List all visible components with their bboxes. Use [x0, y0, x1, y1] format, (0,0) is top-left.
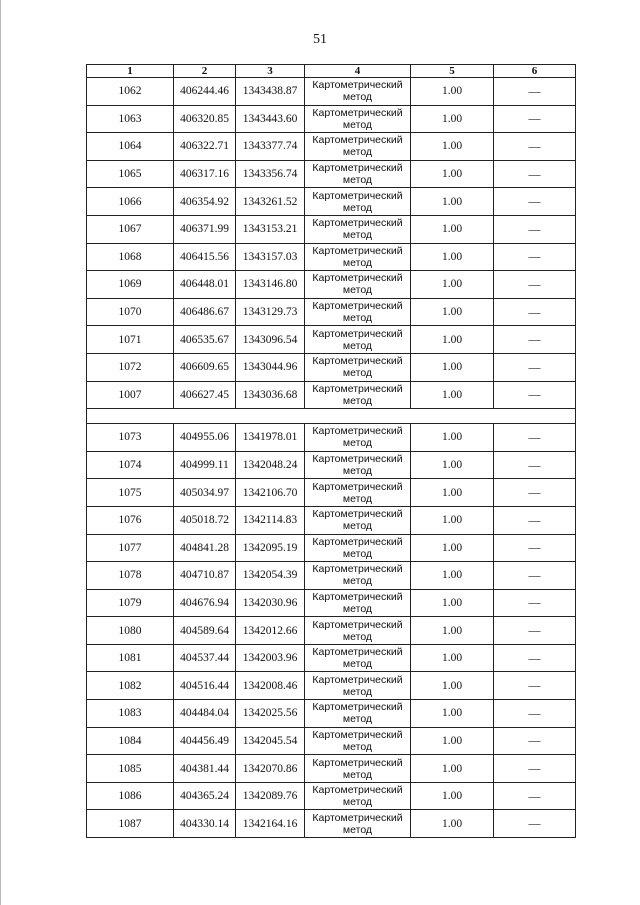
point-number-cell: 1062 [87, 78, 174, 106]
note-cell: — [494, 188, 576, 216]
table-row [87, 78, 576, 106]
accuracy-cell: 1.00 [411, 326, 494, 354]
method-cell: Картометрический метод [305, 644, 411, 672]
x-coordinate-cell: 404710.87 [174, 562, 236, 590]
y-coordinate-cell: 1342048.24 [236, 451, 305, 479]
note-cell: — [494, 782, 576, 810]
y-coordinate-cell: 1342008.46 [236, 672, 305, 700]
note-cell: — [494, 700, 576, 728]
accuracy-cell: 1.00 [411, 160, 494, 188]
y-coordinate-cell: 1343146.80 [236, 271, 305, 299]
y-coordinate-cell: 1343153.21 [236, 215, 305, 243]
point-number-cell: 1067 [87, 215, 174, 243]
method-cell: Картометрический метод [305, 133, 411, 161]
method-cell: Картометрический метод [305, 617, 411, 645]
method-cell: Картометрический метод [305, 105, 411, 133]
method-cell: Картометрический метод [305, 700, 411, 728]
page-number: 51 [313, 32, 327, 47]
accuracy-cell: 1.00 [411, 810, 494, 838]
table-row [87, 188, 576, 216]
method-cell: Картометрический метод [305, 727, 411, 755]
x-coordinate-cell: 404999.11 [174, 451, 236, 479]
point-number-cell: 1063 [87, 105, 174, 133]
table-row [87, 782, 576, 810]
method-cell: Картометрический метод [305, 755, 411, 783]
y-coordinate-cell: 1343438.87 [236, 78, 305, 106]
accuracy-cell: 1.00 [411, 188, 494, 216]
note-cell: — [494, 644, 576, 672]
y-coordinate-cell: 1342025.56 [236, 700, 305, 728]
point-number-cell: 1066 [87, 188, 174, 216]
x-coordinate-cell: 404484.04 [174, 700, 236, 728]
col-header: 3 [236, 65, 305, 78]
point-number-cell: 1080 [87, 617, 174, 645]
accuracy-cell: 1.00 [411, 534, 494, 562]
accuracy-cell: 1.00 [411, 105, 494, 133]
point-number-cell: 1068 [87, 243, 174, 271]
y-coordinate-cell: 1342054.39 [236, 562, 305, 590]
point-number-cell: 1078 [87, 562, 174, 590]
note-cell: — [494, 215, 576, 243]
x-coordinate-cell: 406609.65 [174, 353, 236, 381]
x-coordinate-cell: 406415.56 [174, 243, 236, 271]
table-body [87, 78, 576, 838]
table-row [87, 810, 576, 838]
note-cell: — [494, 105, 576, 133]
point-number-cell: 1072 [87, 353, 174, 381]
table-row [87, 243, 576, 271]
point-number-cell: 1065 [87, 160, 174, 188]
point-number-cell: 1064 [87, 133, 174, 161]
x-coordinate-cell: 406354.92 [174, 188, 236, 216]
point-number-cell: 1077 [87, 534, 174, 562]
note-cell: — [494, 506, 576, 534]
x-coordinate-cell: 406320.85 [174, 105, 236, 133]
y-coordinate-cell: 1342003.96 [236, 644, 305, 672]
x-coordinate-cell: 406371.99 [174, 215, 236, 243]
method-cell: Картометрический метод [305, 243, 411, 271]
x-coordinate-cell: 406448.01 [174, 271, 236, 299]
table-row [87, 755, 576, 783]
table-row [87, 451, 576, 479]
x-coordinate-cell: 406535.67 [174, 326, 236, 354]
note-cell: — [494, 534, 576, 562]
table-row [87, 589, 576, 617]
col-header: 1 [87, 65, 174, 78]
x-coordinate-cell: 405034.97 [174, 479, 236, 507]
note-cell: — [494, 589, 576, 617]
table-row [87, 424, 576, 452]
x-coordinate-cell: 404955.06 [174, 424, 236, 452]
accuracy-cell: 1.00 [411, 782, 494, 810]
table-spacer-row [87, 409, 576, 424]
point-number-cell: 1070 [87, 298, 174, 326]
y-coordinate-cell: 1342164.16 [236, 810, 305, 838]
accuracy-cell: 1.00 [411, 562, 494, 590]
method-cell: Картометрический метод [305, 188, 411, 216]
table-header-row [87, 65, 576, 78]
y-coordinate-cell: 1341978.01 [236, 424, 305, 452]
note-cell: — [494, 562, 576, 590]
method-cell: Картометрический метод [305, 78, 411, 106]
table-row [87, 326, 576, 354]
method-cell: Картометрический метод [305, 353, 411, 381]
table-row [87, 506, 576, 534]
y-coordinate-cell: 1343096.54 [236, 326, 305, 354]
method-cell: Картометрический метод [305, 782, 411, 810]
method-cell: Картометрический метод [305, 810, 411, 838]
y-coordinate-cell: 1343044.96 [236, 353, 305, 381]
point-number-cell: 1069 [87, 271, 174, 299]
x-coordinate-cell: 406317.16 [174, 160, 236, 188]
y-coordinate-cell: 1343129.73 [236, 298, 305, 326]
method-cell: Картометрический метод [305, 215, 411, 243]
y-coordinate-cell: 1343157.03 [236, 243, 305, 271]
y-coordinate-cell: 1342012.66 [236, 617, 305, 645]
accuracy-cell: 1.00 [411, 298, 494, 326]
x-coordinate-cell: 405018.72 [174, 506, 236, 534]
y-coordinate-cell: 1343356.74 [236, 160, 305, 188]
accuracy-cell: 1.00 [411, 243, 494, 271]
coordinates-table [86, 64, 576, 838]
table-row [87, 381, 576, 409]
table-row [87, 617, 576, 645]
x-coordinate-cell: 404516.44 [174, 672, 236, 700]
accuracy-cell: 1.00 [411, 672, 494, 700]
table-row [87, 534, 576, 562]
point-number-cell: 1074 [87, 451, 174, 479]
x-coordinate-cell: 404676.94 [174, 589, 236, 617]
y-coordinate-cell: 1342030.96 [236, 589, 305, 617]
table-row [87, 271, 576, 299]
accuracy-cell: 1.00 [411, 353, 494, 381]
point-number-cell: 1084 [87, 727, 174, 755]
note-cell: — [494, 133, 576, 161]
point-number-cell: 1075 [87, 479, 174, 507]
method-cell: Картометрический метод [305, 326, 411, 354]
note-cell: — [494, 479, 576, 507]
table-row [87, 644, 576, 672]
method-cell: Картометрический метод [305, 424, 411, 452]
y-coordinate-cell: 1342089.76 [236, 782, 305, 810]
page-edge-rule [0, 0, 1, 905]
accuracy-cell: 1.00 [411, 78, 494, 106]
method-cell: Картометрический метод [305, 160, 411, 188]
point-number-cell: 1083 [87, 700, 174, 728]
note-cell: — [494, 755, 576, 783]
point-number-cell: 1076 [87, 506, 174, 534]
spacer-cell [87, 409, 576, 424]
point-number-cell: 1073 [87, 424, 174, 452]
point-number-cell: 1087 [87, 810, 174, 838]
x-coordinate-cell: 406486.67 [174, 298, 236, 326]
table-row [87, 160, 576, 188]
accuracy-cell: 1.00 [411, 727, 494, 755]
y-coordinate-cell: 1343261.52 [236, 188, 305, 216]
note-cell: — [494, 326, 576, 354]
col-header: 2 [174, 65, 236, 78]
method-cell: Картометрический метод [305, 562, 411, 590]
point-number-cell: 1085 [87, 755, 174, 783]
accuracy-cell: 1.00 [411, 506, 494, 534]
x-coordinate-cell: 404381.44 [174, 755, 236, 783]
y-coordinate-cell: 1343036.68 [236, 381, 305, 409]
y-coordinate-cell: 1343443.60 [236, 105, 305, 133]
x-coordinate-cell: 404537.44 [174, 644, 236, 672]
x-coordinate-cell: 406627.45 [174, 381, 236, 409]
accuracy-cell: 1.00 [411, 381, 494, 409]
x-coordinate-cell: 406322.71 [174, 133, 236, 161]
accuracy-cell: 1.00 [411, 755, 494, 783]
y-coordinate-cell: 1342095.19 [236, 534, 305, 562]
table-row [87, 672, 576, 700]
note-cell: — [494, 271, 576, 299]
x-coordinate-cell: 406244.46 [174, 78, 236, 106]
x-coordinate-cell: 404365.24 [174, 782, 236, 810]
table-row [87, 700, 576, 728]
method-cell: Картометрический метод [305, 672, 411, 700]
note-cell: — [494, 78, 576, 106]
note-cell: — [494, 160, 576, 188]
accuracy-cell: 1.00 [411, 644, 494, 672]
x-coordinate-cell: 404589.64 [174, 617, 236, 645]
note-cell: — [494, 810, 576, 838]
point-number-cell: 1081 [87, 644, 174, 672]
y-coordinate-cell: 1342045.54 [236, 727, 305, 755]
accuracy-cell: 1.00 [411, 589, 494, 617]
point-number-cell: 1086 [87, 782, 174, 810]
note-cell: — [494, 451, 576, 479]
method-cell: Картометрический метод [305, 534, 411, 562]
method-cell: Картометрический метод [305, 479, 411, 507]
table-row [87, 727, 576, 755]
x-coordinate-cell: 404456.49 [174, 727, 236, 755]
col-header: 4 [305, 65, 411, 78]
point-number-cell: 1007 [87, 381, 174, 409]
table-row [87, 105, 576, 133]
table-row [87, 298, 576, 326]
note-cell: — [494, 381, 576, 409]
note-cell: — [494, 353, 576, 381]
col-header: 6 [494, 65, 576, 78]
accuracy-cell: 1.00 [411, 271, 494, 299]
accuracy-cell: 1.00 [411, 479, 494, 507]
x-coordinate-cell: 404841.28 [174, 534, 236, 562]
table-row [87, 215, 576, 243]
col-header: 5 [411, 65, 494, 78]
table-row [87, 353, 576, 381]
y-coordinate-cell: 1342106.70 [236, 479, 305, 507]
note-cell: — [494, 617, 576, 645]
method-cell: Картометрический метод [305, 298, 411, 326]
note-cell: — [494, 298, 576, 326]
x-coordinate-cell: 404330.14 [174, 810, 236, 838]
note-cell: — [494, 243, 576, 271]
accuracy-cell: 1.00 [411, 617, 494, 645]
note-cell: — [494, 727, 576, 755]
accuracy-cell: 1.00 [411, 700, 494, 728]
method-cell: Картометрический метод [305, 381, 411, 409]
table-row [87, 562, 576, 590]
point-number-cell: 1071 [87, 326, 174, 354]
accuracy-cell: 1.00 [411, 133, 494, 161]
y-coordinate-cell: 1343377.74 [236, 133, 305, 161]
table-row [87, 479, 576, 507]
point-number-cell: 1079 [87, 589, 174, 617]
note-cell: — [494, 424, 576, 452]
accuracy-cell: 1.00 [411, 215, 494, 243]
accuracy-cell: 1.00 [411, 424, 494, 452]
method-cell: Картометрический метод [305, 506, 411, 534]
y-coordinate-cell: 1342114.83 [236, 506, 305, 534]
method-cell: Картометрический метод [305, 589, 411, 617]
table-row [87, 133, 576, 161]
point-number-cell: 1082 [87, 672, 174, 700]
method-cell: Картометрический метод [305, 271, 411, 299]
method-cell: Картометрический метод [305, 451, 411, 479]
accuracy-cell: 1.00 [411, 451, 494, 479]
note-cell: — [494, 672, 576, 700]
y-coordinate-cell: 1342070.86 [236, 755, 305, 783]
